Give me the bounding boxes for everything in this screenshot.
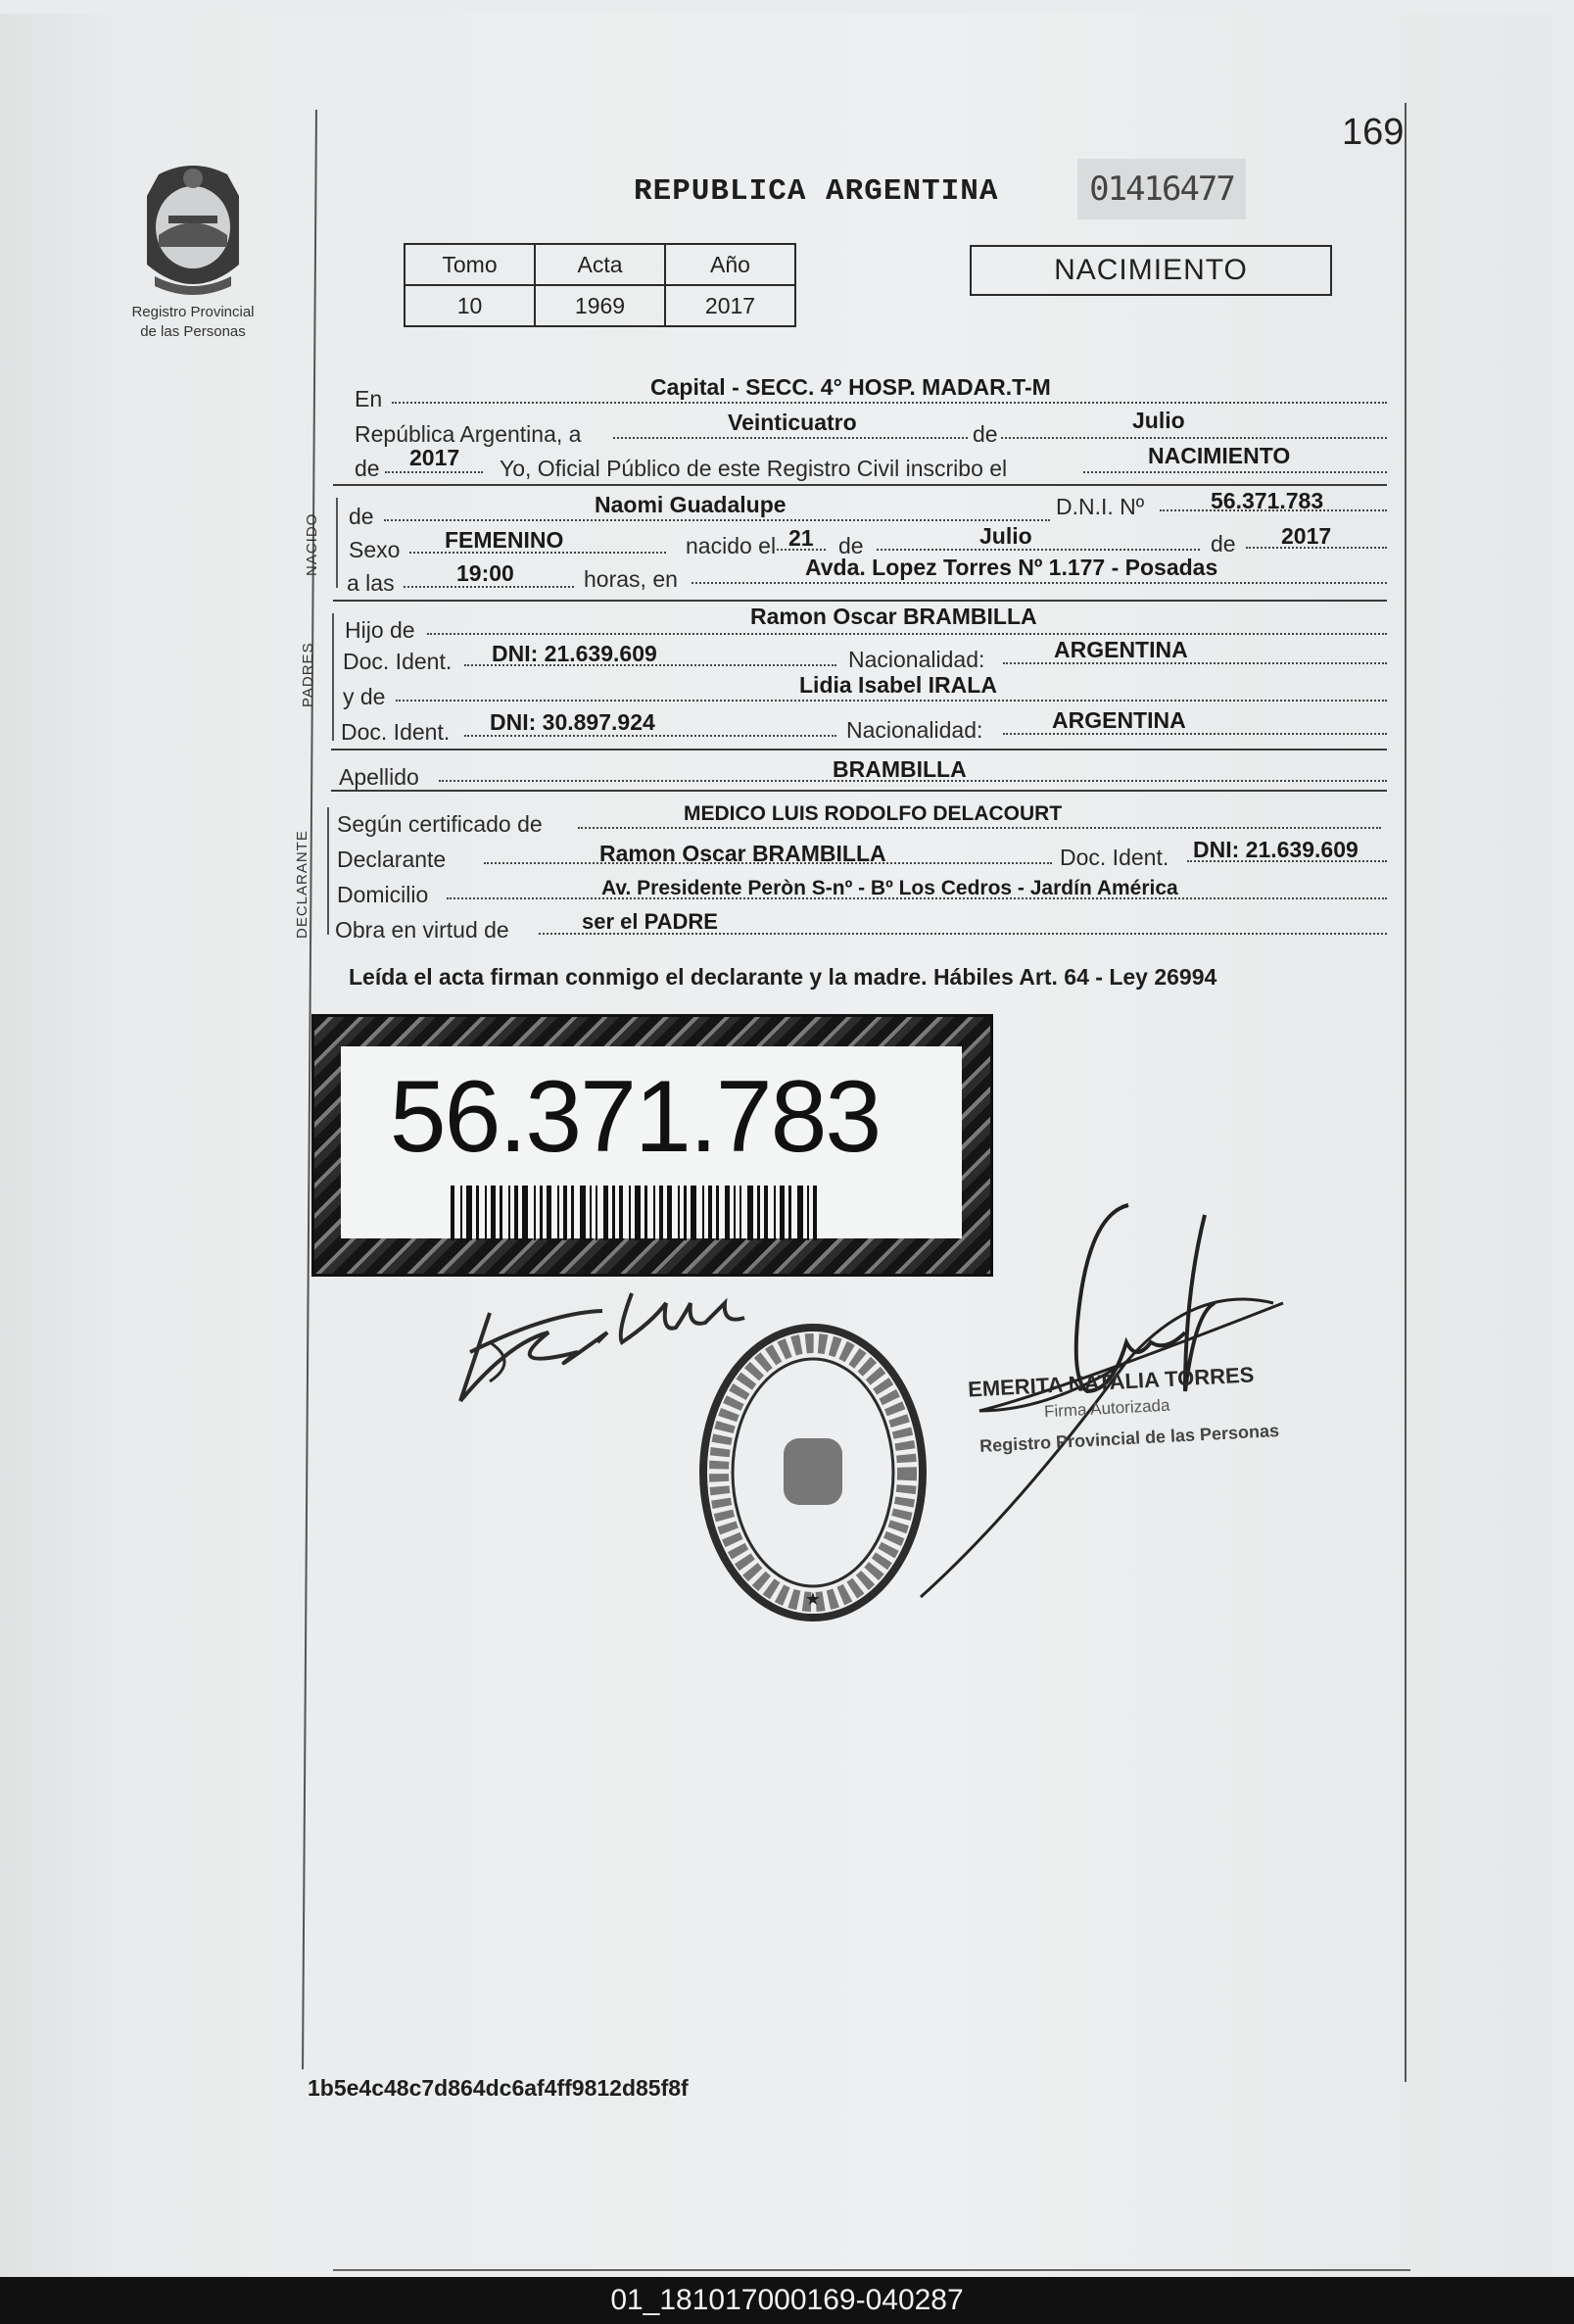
father-doc-label: Doc. Ident.	[343, 649, 453, 674]
barcode-bar	[466, 1186, 472, 1240]
obra-value: ser el PADRE	[582, 909, 718, 934]
barcode-bar	[522, 1186, 528, 1240]
inscribo-dotline	[1083, 471, 1387, 473]
year-dotline	[385, 471, 483, 473]
dni-stamp-panel	[341, 1046, 962, 1238]
hijo-label: Hijo de	[345, 617, 415, 643]
section-separator	[331, 749, 1387, 750]
barcode-bar	[580, 1186, 586, 1240]
barcode-bar	[557, 1186, 559, 1240]
serial-number: 01416477	[1077, 159, 1246, 219]
domicilio-value: Av. Presidente Peròn S-nº - Bº Los Cedros - Jardín América	[601, 877, 1178, 899]
republica-label: República Argentina, a	[355, 421, 582, 447]
record-type-box: NACIMIENTO	[970, 245, 1332, 296]
document-title: REPUBLICA ARGENTINA	[634, 174, 999, 209]
barcode-bar	[629, 1186, 631, 1240]
register-table-cell: 1969	[535, 285, 665, 326]
register-table-header: Año	[665, 244, 795, 285]
barcode-bar	[603, 1186, 608, 1240]
mother-nat-label: Nacionalidad:	[846, 717, 983, 743]
nacido-de-label: de	[349, 504, 374, 529]
barcode-bar	[813, 1186, 817, 1240]
barcode-bar	[644, 1186, 647, 1240]
nacido-section-label: NACIDO	[304, 512, 320, 576]
barcode-bar	[571, 1186, 574, 1240]
svg-text:★: ★	[804, 1589, 822, 1610]
barcode-bar	[747, 1186, 753, 1240]
barcode-bar	[508, 1186, 510, 1240]
barcode	[451, 1186, 856, 1240]
barcode-bar	[659, 1186, 663, 1240]
apellido-label: Apellido	[339, 764, 419, 790]
birth-year: 2017	[1281, 523, 1332, 549]
footer-filename: 01_181017000169-040287	[0, 2277, 1574, 2324]
barcode-bar	[684, 1186, 687, 1240]
time-dotline	[404, 586, 574, 588]
name-dotline	[384, 519, 1050, 521]
birth-month: Julio	[979, 523, 1032, 549]
barcode-bar	[780, 1186, 785, 1240]
certificado-dotline	[578, 827, 1381, 829]
barcode-bar	[764, 1186, 768, 1240]
child-dni: 56.371.783	[1211, 488, 1324, 513]
barcode-bar	[612, 1186, 615, 1240]
dni-stamp-number: 56.371.783	[389, 1060, 881, 1174]
barcode-bar	[774, 1186, 776, 1240]
register-table-header: Acta	[535, 244, 665, 285]
official-office: Registro Provincial de las Personas	[978, 1421, 1280, 1456]
official-role: Firma Autorizada	[1043, 1395, 1170, 1422]
register-table-cell: 2017	[665, 285, 795, 326]
mother-name: Lidia Isabel IRALA	[799, 672, 997, 698]
de2-label: de	[355, 456, 380, 481]
sexo-value: FEMENINO	[445, 527, 564, 553]
bottom-edge-line	[333, 2269, 1410, 2271]
mother-doc-dotline	[464, 735, 836, 737]
apellido-value: BRAMBILLA	[833, 756, 967, 782]
en-value: Capital - SECC. 4° HOSP. MADAR.T-M	[650, 374, 1051, 400]
day-value: Veinticuatro	[728, 410, 857, 435]
barcode-bar	[491, 1186, 496, 1240]
barcode-bar	[734, 1186, 736, 1240]
barcode-bar	[807, 1186, 809, 1240]
de-label: de	[970, 423, 1001, 446]
right-margin-line	[1405, 103, 1407, 2082]
barcode-bar	[797, 1186, 803, 1240]
barcode-bar	[451, 1186, 454, 1240]
logo-caption-line2: de las Personas	[140, 323, 246, 340]
declarante-label: Declarante	[337, 847, 447, 872]
barcode-bar	[590, 1186, 592, 1240]
birth-place: Avda. Lopez Torres Nº 1.177 - Posadas	[805, 555, 1218, 580]
birth-month-dotline	[877, 549, 1200, 551]
closing-text: Leída el acta firman conmigo el declarante y la madre. Hábiles Art. 64 - Ley 26994	[349, 964, 1217, 990]
birth-time: 19:00	[456, 560, 514, 586]
declarante-doc-label: Doc. Ident.	[1060, 845, 1169, 870]
barcode-bar	[563, 1186, 567, 1240]
certificado-label: Según certificado de	[337, 811, 543, 837]
de-label-3: de	[1211, 531, 1236, 557]
barcode-bar	[653, 1186, 655, 1240]
sexo-label: Sexo	[349, 537, 401, 562]
birth-day: 21	[788, 525, 814, 551]
barcode-bar	[716, 1186, 719, 1240]
document-hash: 1b5e4c48c7d864dc6af4ff9812d85f8f	[308, 2075, 689, 2101]
a-las-label: a las	[347, 570, 395, 596]
de-label-2: de	[838, 533, 864, 558]
barcode-bar	[725, 1186, 730, 1240]
father-name-dotline	[427, 633, 1387, 635]
father-doc: DNI: 21.639.609	[492, 641, 657, 666]
logo-caption-line1: Registro Provincial	[131, 304, 255, 320]
en-label: En	[355, 386, 383, 412]
father-nat-label: Nacionalidad:	[848, 647, 985, 672]
barcode-bar	[596, 1186, 597, 1240]
domicilio-label: Domicilio	[337, 882, 429, 907]
official-seal-icon	[697, 1321, 929, 1624]
father-name: Ramon Oscar BRAMBILLA	[750, 604, 1037, 629]
barcode-bar	[485, 1186, 487, 1240]
inscribo-value: NACIMIENTO	[1148, 443, 1291, 468]
padres-bracket	[332, 613, 334, 741]
declarante-doc: DNI: 21.639.609	[1193, 837, 1359, 862]
register-table-value-row	[405, 285, 795, 326]
register-table-cell: 10	[405, 285, 535, 326]
barcode-bar	[540, 1186, 543, 1240]
mother-doc: DNI: 30.897.924	[490, 709, 655, 735]
barcode-bar	[514, 1186, 518, 1240]
declarante-name: Ramon Oscar BRAMBILLA	[599, 841, 886, 866]
page-number: 169	[1342, 112, 1405, 153]
register-table	[404, 243, 796, 327]
y-de-label: y de	[343, 684, 386, 709]
barcode-bar	[500, 1186, 502, 1240]
barcode-bar	[691, 1186, 696, 1240]
register-table-header-row	[405, 244, 795, 285]
padres-section-label: PADRES	[300, 642, 316, 707]
certificado-value: MEDICO LUIS RODOLFO DELACOURT	[684, 802, 1063, 825]
declarante-section-label: DECLARANTE	[294, 830, 310, 939]
year-value: 2017	[409, 445, 460, 470]
nacido-el-label: nacido el	[686, 533, 777, 558]
section-separator	[333, 484, 1387, 486]
nacido-bracket	[336, 498, 338, 588]
section-separator	[331, 790, 1387, 792]
declarante-bracket	[327, 807, 329, 935]
barcode-bar	[476, 1186, 479, 1240]
register-table-header: Tomo	[405, 244, 535, 285]
barcode-bar	[678, 1186, 680, 1240]
barcode-bar	[739, 1186, 741, 1240]
barcode-bar	[635, 1186, 641, 1240]
dni-stamp	[311, 1014, 993, 1277]
father-nationality: ARGENTINA	[1054, 637, 1188, 662]
mother-doc-label: Doc. Ident.	[341, 719, 451, 745]
dni-label: D.N.I. Nº	[1056, 494, 1145, 519]
province-seal-icon	[129, 157, 257, 304]
birth-place-dotline	[692, 582, 1387, 584]
barcode-bar	[708, 1186, 712, 1240]
section-separator	[333, 600, 1387, 602]
barcode-bar	[757, 1186, 760, 1240]
barcode-bar	[788, 1186, 791, 1240]
obra-label: Obra en virtud de	[335, 917, 509, 943]
oficial-text: Yo, Oficial Público de este Registro Civil inscribo el	[500, 456, 1008, 481]
barcode-bar	[534, 1186, 536, 1240]
barcode-bar	[460, 1186, 462, 1240]
mother-name-dotline	[396, 700, 1387, 702]
mother-nationality: ARGENTINA	[1052, 707, 1186, 733]
en-dotline	[392, 402, 1387, 404]
child-name: Naomi Guadalupe	[595, 492, 787, 517]
barcode-bar	[547, 1186, 551, 1240]
mother-nat-dotline	[1003, 733, 1387, 735]
barcode-bar	[619, 1186, 623, 1240]
month-value: Julio	[1132, 408, 1185, 433]
official-name: EMERITA NATALIA TORRES	[967, 1362, 1255, 1402]
province-logo	[129, 157, 257, 304]
father-nat-dotline	[1003, 662, 1387, 664]
official-seal	[697, 1321, 929, 1624]
barcode-bar	[702, 1186, 704, 1240]
horas-label: horas, en	[584, 566, 678, 592]
barcode-bar	[667, 1186, 672, 1240]
